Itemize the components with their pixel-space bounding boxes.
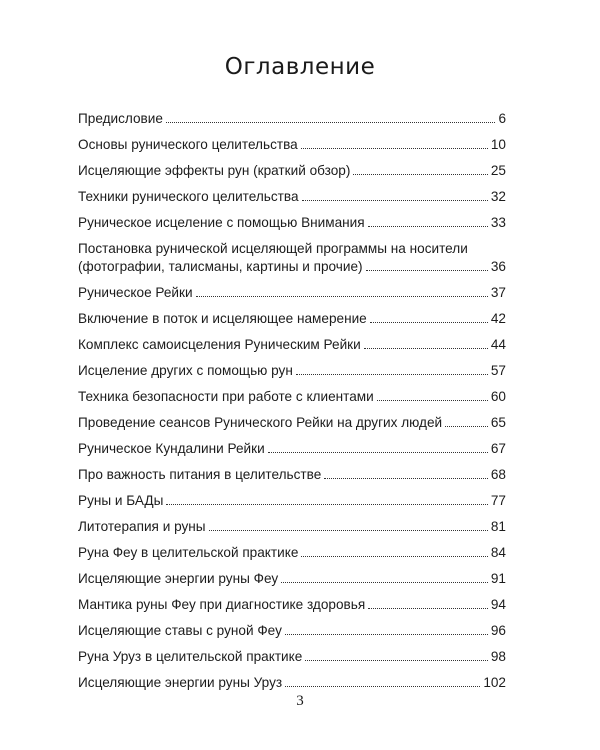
toc-entry-page: 60 <box>490 389 506 404</box>
toc-entry-label: Руны и БАДы <box>78 493 164 508</box>
dot-leader <box>353 174 488 175</box>
toc-entry-label: Исцеляющие эффекты рун (краткий обзор) <box>78 163 351 178</box>
toc-entry-label: Руна Уруз в целительской практике <box>78 649 303 664</box>
toc-entry-page: 96 <box>490 623 506 638</box>
toc-entry-label: Проведение сеансов Рунического Рейки на других людей <box>78 415 443 430</box>
toc-entry-label: Руна Феу в целительской практике <box>78 545 299 560</box>
dot-leader <box>366 270 488 271</box>
toc-entry-page: 37 <box>490 285 506 300</box>
toc-entry-label: Руническое Кундалини Рейки <box>78 441 265 456</box>
toc-entry-page: 36 <box>490 259 506 274</box>
toc-entry-label: Комплекс самоисцеления Руническим Рейки <box>78 337 361 352</box>
dot-leader <box>368 608 488 609</box>
dot-leader <box>368 226 488 227</box>
toc-entry-label: Основы рунического целительства <box>78 137 298 152</box>
toc-entry[interactable] <box>78 458 506 484</box>
toc-entry-label: Включение в поток и исцеляющее намерение <box>78 311 367 326</box>
toc-entry-label-line1: Постановка рунической исцеляющей программы на носители <box>78 241 468 256</box>
toc-entry-page: 98 <box>490 649 506 664</box>
toc-entry-page: 77 <box>490 493 506 508</box>
dot-leader <box>281 582 488 583</box>
toc-entry[interactable] <box>78 180 506 206</box>
toc-entry[interactable] <box>78 102 506 128</box>
dot-leader <box>370 322 488 323</box>
toc-entry-label: Руническое исцеление с помощью Внимания <box>78 215 365 230</box>
toc-entry-page: 65 <box>490 415 506 430</box>
dot-leader <box>285 634 488 635</box>
toc-entry-label: Техника безопасности при работе с клиентами <box>78 389 374 404</box>
toc-entry[interactable] <box>78 380 506 406</box>
dot-leader <box>301 556 488 557</box>
toc-entry[interactable] <box>78 432 506 458</box>
dot-leader <box>166 504 487 505</box>
toc-entry-page: 67 <box>490 441 506 456</box>
toc-entry[interactable] <box>78 154 506 180</box>
toc-entry[interactable] <box>78 666 506 692</box>
dot-leader <box>377 400 488 401</box>
toc-entry-label: Предисловие <box>78 111 163 126</box>
toc-entry[interactable] <box>78 276 506 302</box>
toc-entry-page: 84 <box>490 545 506 560</box>
toc-entry-page: 68 <box>490 467 506 482</box>
toc-entry[interactable] <box>78 328 506 354</box>
page-title: Оглавление <box>224 54 376 80</box>
toc-entry-page: 25 <box>490 163 506 178</box>
dot-leader <box>209 530 488 531</box>
dot-leader <box>445 426 488 427</box>
toc-entry-label: Про важность питания в целительстве <box>78 467 322 482</box>
toc-entry-page: 33 <box>490 215 506 230</box>
toc-entry-page: 10 <box>490 137 506 152</box>
dot-leader <box>302 200 488 201</box>
toc-entry-label: Исцеляющие энергии руны Феу <box>78 571 279 586</box>
dot-leader <box>285 686 480 687</box>
toc-entry-page: 32 <box>490 189 506 204</box>
toc-entry-page: 42 <box>490 311 506 326</box>
toc-entry[interactable] <box>78 206 506 232</box>
toc-entry-label-line2: (фотографии, талисманы, картины и прочие) <box>78 259 363 274</box>
toc-entry-label: Исцеление других с помощью рун <box>78 363 293 378</box>
toc-entry[interactable] <box>78 302 506 328</box>
toc-entry[interactable] <box>78 406 506 432</box>
toc-entry-page: 6 <box>498 111 506 126</box>
toc-entry[interactable] <box>78 510 506 536</box>
toc-entry-label: Руническое Рейки <box>78 285 193 300</box>
toc-entry-page: 44 <box>490 337 506 352</box>
toc-entry-page: 91 <box>490 571 506 586</box>
toc-entry[interactable] <box>78 232 506 276</box>
toc-entry-page: 102 <box>483 675 506 690</box>
toc-entry-label: Литотерапия и руны <box>78 519 206 534</box>
page-number: 3 <box>296 693 304 709</box>
toc-entry-page: 57 <box>490 363 506 378</box>
toc-entry-label: Мантика руны Феу при диагностике здоровья <box>78 597 366 612</box>
toc-entry[interactable] <box>78 640 506 666</box>
toc-entry-label: Техники рунического целительства <box>78 189 299 204</box>
toc-entry[interactable] <box>78 562 506 588</box>
dot-leader <box>301 148 488 149</box>
toc-entry[interactable] <box>78 614 506 640</box>
toc-entry-page: 81 <box>490 519 506 534</box>
toc-entry-page: 94 <box>490 597 506 612</box>
dot-leader <box>166 122 496 123</box>
toc-entry[interactable] <box>78 484 506 510</box>
dot-leader <box>305 660 488 661</box>
dot-leader <box>296 374 488 375</box>
toc-entry-label: Исцеляющие энергии руны Уруз <box>78 675 283 690</box>
toc-entry-label: Исцеляющие ставы с руной Феу <box>78 623 282 638</box>
dot-leader <box>196 296 488 297</box>
toc-entry[interactable] <box>78 536 506 562</box>
toc-entry[interactable] <box>78 128 506 154</box>
dot-leader <box>364 348 488 349</box>
toc-entry[interactable] <box>78 588 506 614</box>
table-of-contents <box>78 102 506 692</box>
dot-leader <box>268 452 488 453</box>
toc-entry[interactable] <box>78 354 506 380</box>
dot-leader <box>324 478 488 479</box>
